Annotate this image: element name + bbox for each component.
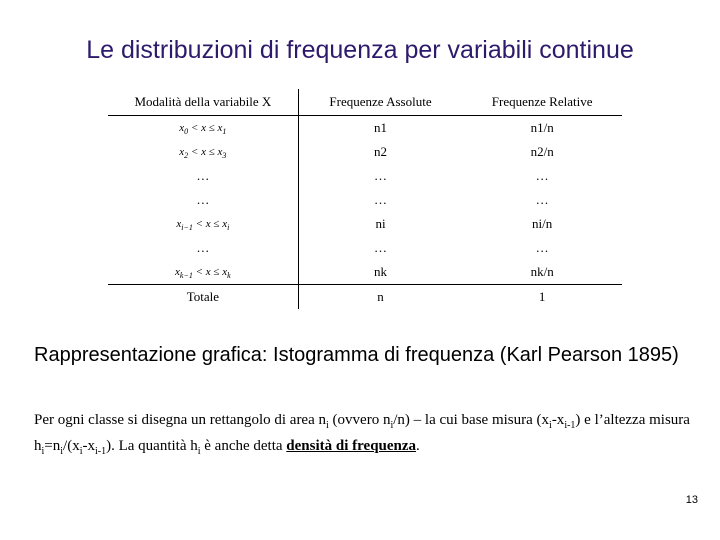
ellipsis-cell: …	[196, 192, 210, 207]
table-header-row	[108, 89, 622, 116]
table-row	[108, 260, 622, 285]
rel-freq-cell: …	[535, 240, 549, 255]
header-frequenze-assolute: Frequenze Assolute	[298, 89, 462, 116]
table-total-row	[108, 285, 622, 310]
table-row	[108, 236, 622, 260]
rel-freq-cell: …	[535, 192, 549, 207]
abs-freq-cell: ni	[298, 212, 462, 236]
density-term: densità di frequenza	[286, 438, 417, 454]
rel-freq-cell: n2/n	[530, 144, 554, 159]
table-row	[108, 116, 622, 141]
class-interval-1: $x_0 < x \le x_1$	[179, 122, 227, 137]
abs-freq-cell: n1	[298, 116, 462, 141]
abs-freq-cell: nk	[298, 260, 462, 285]
class-interval-i: $x_{i-1} < x \le x_i$	[176, 218, 230, 233]
header-modalita: Modalità della variabile X	[108, 89, 298, 116]
abs-freq-cell: …	[298, 188, 462, 212]
class-interval-k: $x_{k-1} < x \le x_k$	[175, 266, 231, 281]
table-row	[108, 140, 622, 164]
abs-freq-cell: …	[298, 236, 462, 260]
total-abs: n	[298, 285, 462, 310]
class-interval-2: $x_2 < x \le x_3$	[179, 146, 227, 161]
rel-freq-cell: …	[535, 168, 549, 183]
abs-freq-cell: …	[298, 164, 462, 188]
table-row	[108, 164, 622, 188]
frequency-table	[108, 89, 622, 309]
rel-freq-cell: ni/n	[532, 216, 553, 231]
rel-freq-cell: n1/n	[530, 120, 554, 135]
rel-freq-cell: nk/n	[530, 264, 554, 279]
page-title: Le distribuzioni di frequenza per variabili continue	[86, 36, 634, 64]
table-row	[108, 188, 622, 212]
header-frequenze-relative: Frequenze Relative	[462, 89, 622, 116]
abs-freq-cell: n2	[298, 140, 462, 164]
section-subtitle: Rappresentazione grafica: Istogramma di frequenza (Karl Pearson 1895)	[34, 344, 679, 366]
total-rel: 1	[462, 285, 622, 310]
total-label: Totale	[108, 285, 298, 310]
table-row	[108, 212, 622, 236]
ellipsis-cell: …	[196, 168, 210, 183]
page-number: 13	[685, 494, 698, 506]
ellipsis-cell: …	[196, 240, 210, 255]
body-paragraph: Per ogni classe si disegna un rettangolo di area $n_i$ (ovvero $n_i/n$) – la cui base misura $(x_i-x_{i-1})$ e l’altezza misura $h_i=n_i/(x_i-x_{i-1})$. La quantità $h_i$ è anche detta densità di frequenza.	[34, 412, 690, 457]
